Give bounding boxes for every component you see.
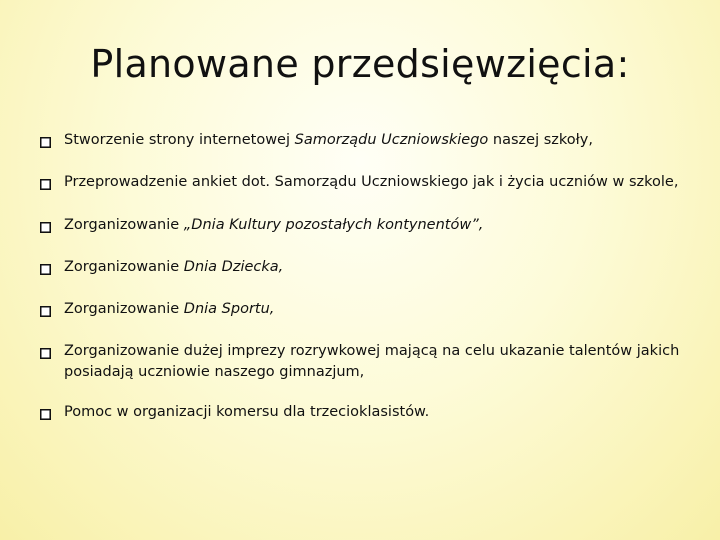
checkbox-square-icon [40, 261, 51, 272]
bullet-text: Zorganizowanie [64, 259, 184, 275]
list-item [40, 215, 700, 236]
bullet-text: Przeprowadzenie ankiet dot. Samorządu Uczniowskiego jak i życia uczniów w szkole, [64, 174, 679, 190]
checkbox-square-icon [40, 219, 51, 230]
slide-title: Planowane przedsięwzięcia: [90, 42, 630, 86]
list-item [40, 257, 700, 278]
bullet-text-italic: Dnia Sportu, [183, 301, 275, 317]
list-item [40, 172, 700, 193]
bullet-text: Stworzenie strony internetowej [64, 132, 295, 148]
bullet-text: Zorganizowanie [64, 301, 184, 317]
bullet-text-italic: Dnia Dziecka, [183, 259, 284, 275]
bullet-text-italic: Samorządu Uczniowskiego [294, 132, 489, 148]
checkbox-square-icon [40, 345, 51, 356]
list-item [40, 130, 700, 151]
bullet-text: Pomoc w organizacji komersu dla trzecioklasistów. [64, 404, 430, 420]
list-item [40, 299, 700, 320]
checkbox-square-icon [40, 134, 51, 145]
bullet-text: naszej szkoły, [488, 132, 593, 148]
list-item [40, 402, 700, 423]
checkbox-square-icon [40, 176, 51, 187]
bullet-list [40, 130, 700, 444]
checkbox-square-icon [40, 406, 51, 417]
list-item [40, 341, 700, 383]
bullet-text: Zorganizowanie dużej imprezy rozrywkowej mającą na celu ukazanie talentów jakich posiadają uczniowie naszego gimnazjum, [64, 343, 680, 380]
bullet-text: Zorganizowanie [64, 217, 184, 233]
checkbox-square-icon [40, 303, 51, 314]
bullet-text-italic: „Dnia Kultury pozostałych kontynentów”, [183, 217, 484, 233]
